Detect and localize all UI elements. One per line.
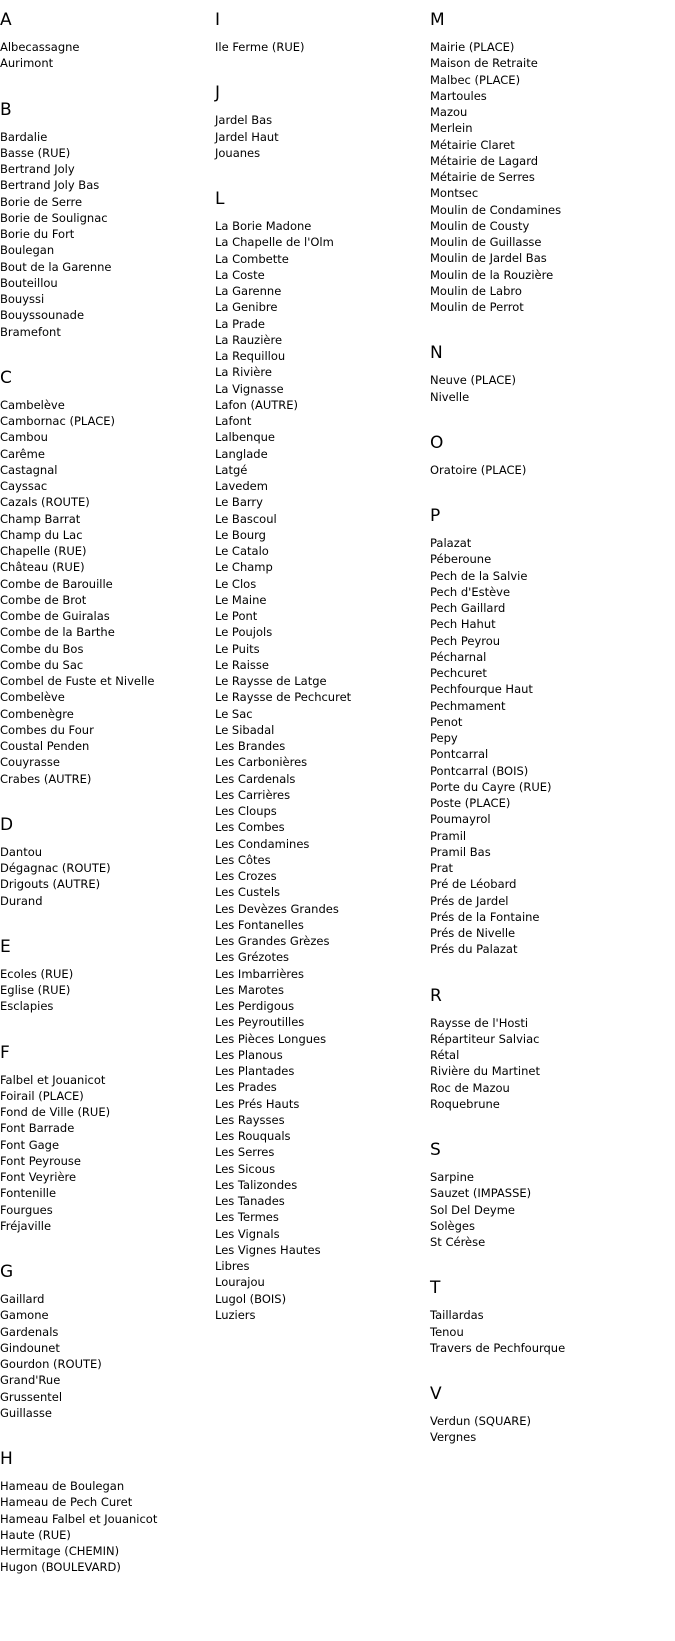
place-list-item[interactable]: Prés du Palazat bbox=[430, 942, 518, 957]
place-list-item[interactable]: Pré de Léobard bbox=[430, 877, 517, 892]
place-list-item[interactable]: Le Raisse bbox=[215, 657, 269, 672]
place-list-item[interactable]: Bertrand Joly Bas bbox=[0, 178, 100, 193]
place-list-item[interactable]: La Vignasse bbox=[215, 381, 284, 396]
place-list-item[interactable]: Les Carbonières bbox=[215, 755, 308, 770]
place-list-item[interactable]: Guillasse bbox=[0, 1405, 52, 1420]
place-list-item[interactable]: Mazou bbox=[430, 105, 468, 119]
place-list-item[interactable]: Pécharnal bbox=[430, 649, 487, 664]
place-list-item[interactable]: Grussentel bbox=[0, 1389, 63, 1404]
place-list-item[interactable]: La Prade bbox=[215, 316, 265, 331]
place-list-item[interactable]: Bardalie bbox=[0, 129, 48, 144]
place-list-item[interactable]: Les Combes bbox=[215, 820, 285, 835]
letter-section-h bbox=[0, 1449, 210, 1576]
place-list-item[interactable]: Nivelle bbox=[430, 389, 470, 404]
place-list-item[interactable]: Les Brandes bbox=[215, 739, 286, 753]
place-list-item[interactable]: Le Clos bbox=[215, 576, 257, 591]
place-list-item[interactable]: Les Prades bbox=[215, 1080, 277, 1095]
place-list-item[interactable]: Hameau Falbel et Jouanicot bbox=[0, 1511, 158, 1526]
place-list-item[interactable]: Les Côtes bbox=[215, 852, 271, 867]
place-list-item[interactable]: Aurimont bbox=[0, 56, 54, 71]
place-list bbox=[215, 112, 425, 161]
place-list-item[interactable]: Combe de Guiralas bbox=[0, 609, 110, 623]
section-letter-heading: O bbox=[430, 432, 444, 453]
section-letter-heading: F bbox=[0, 1042, 10, 1063]
place-list bbox=[215, 39, 425, 55]
place-list-item[interactable]: Combelève bbox=[0, 690, 65, 705]
place-list-item[interactable]: Jouanes bbox=[215, 145, 261, 160]
place-list-item[interactable]: Les Termes bbox=[215, 1210, 279, 1225]
section-letter-heading: I bbox=[215, 10, 221, 30]
place-list-item[interactable]: Le Raysse de Latge bbox=[215, 674, 327, 688]
place-list-item[interactable]: Roquebrune bbox=[430, 1096, 500, 1111]
place-list-item[interactable]: Boulegan bbox=[0, 243, 55, 258]
place-list-item[interactable]: Les Imbarrières bbox=[215, 966, 304, 981]
place-list-item[interactable]: Pechmament bbox=[430, 698, 506, 713]
place-list-item[interactable]: Lalbenque bbox=[215, 430, 275, 445]
place-list-item[interactable]: Les Tanades bbox=[215, 1194, 285, 1208]
section-letter-heading: L bbox=[215, 189, 225, 209]
section-letter-heading: D bbox=[0, 814, 14, 835]
place-list-item[interactable]: Pramil Bas bbox=[430, 844, 491, 859]
letter-section-a bbox=[0, 10, 210, 72]
place-list-item[interactable]: Hameau de Pech Curet bbox=[0, 1495, 133, 1510]
place-list bbox=[215, 218, 425, 1323]
letter-section-f bbox=[0, 1043, 210, 1235]
place-list-item[interactable]: Hameau de Boulegan bbox=[0, 1479, 125, 1493]
place-list-item[interactable]: Le Raysse de Pechcuret bbox=[215, 690, 352, 705]
place-list-item[interactable]: Gindounet bbox=[0, 1340, 60, 1355]
place-list-item[interactable]: Fond de Ville (RUE) bbox=[0, 1105, 111, 1119]
place-list-item[interactable]: Cambornac (PLACE) bbox=[0, 414, 115, 428]
place-list-item[interactable]: Combe du Bos bbox=[0, 641, 84, 656]
place-list-item[interactable]: Les Sicous bbox=[215, 1161, 276, 1176]
place-list-item[interactable]: Vergnes bbox=[430, 1430, 477, 1445]
place-list-item[interactable]: Montsec bbox=[430, 186, 479, 201]
place-list-item[interactable]: Fontenille bbox=[0, 1186, 57, 1201]
place-list-item[interactable]: Verdun (SQUARE) bbox=[430, 1414, 531, 1428]
place-list-item[interactable]: La Requillou bbox=[215, 349, 286, 363]
place-list-item[interactable]: Castagnal bbox=[0, 462, 58, 477]
place-list-item[interactable]: La Rauzière bbox=[215, 332, 283, 347]
place-list-item[interactable]: Grand'Rue bbox=[0, 1373, 61, 1388]
section-letter-heading: T bbox=[430, 1278, 441, 1299]
section-letter-heading: R bbox=[430, 985, 442, 1006]
place-list-item[interactable]: Les Vignes Hautes bbox=[215, 1242, 321, 1257]
place-list-item[interactable]: Champ du Lac bbox=[0, 527, 83, 542]
letter-section-n bbox=[430, 343, 640, 405]
place-list-item[interactable]: Haute (RUE) bbox=[0, 1527, 71, 1542]
place-list-item[interactable]: Les Vignals bbox=[215, 1226, 280, 1241]
place-list-item[interactable]: Bouyssi bbox=[0, 292, 45, 306]
letter-section-s bbox=[430, 1140, 640, 1250]
place-list-item[interactable]: Mairie (PLACE) bbox=[430, 40, 515, 54]
place-list-item[interactable]: Font Gage bbox=[0, 1137, 60, 1152]
place-list-item[interactable]: Combe de Barouille bbox=[0, 576, 113, 591]
section-letter-heading: N bbox=[430, 343, 443, 364]
section-letter-heading: H bbox=[0, 1449, 13, 1469]
place-list-item[interactable]: Les Pièces Longues bbox=[215, 1031, 327, 1046]
place-list-item[interactable]: Le Champ bbox=[215, 560, 273, 575]
place-list-item[interactable]: Bouyssounade bbox=[0, 308, 85, 323]
place-list-item[interactable]: Chapelle (RUE) bbox=[0, 544, 87, 558]
place-list-item[interactable]: Neuve (PLACE) bbox=[430, 373, 517, 388]
place-list-item[interactable]: Cazals (ROUTE) bbox=[0, 495, 90, 510]
place-list-item[interactable]: Métairie de Lagard bbox=[430, 153, 539, 168]
place-list-item[interactable]: La Chapelle de l'Olm bbox=[215, 235, 334, 250]
place-list bbox=[0, 1478, 210, 1576]
place-list-item[interactable]: Le Catalo bbox=[215, 544, 269, 558]
place-list-item[interactable]: Drigouts (AUTRE) bbox=[0, 877, 101, 892]
column-2 bbox=[215, 0, 425, 1351]
place-list-item[interactable]: Les Perdigous bbox=[215, 999, 295, 1013]
place-list-item[interactable]: Borie du Fort bbox=[0, 227, 75, 241]
place-list-item[interactable]: La Combette bbox=[215, 251, 289, 266]
place-list-item[interactable]: Le Poujols bbox=[215, 625, 273, 640]
place-list-item[interactable]: Tenou bbox=[430, 1324, 464, 1339]
place-list-item[interactable]: Font Barrade bbox=[0, 1121, 75, 1136]
letter-section-b bbox=[0, 100, 210, 340]
place-list-item[interactable]: Les Devèzes Grandes bbox=[215, 901, 339, 916]
place-list-item[interactable]: Dégagnac (ROUTE) bbox=[0, 861, 111, 875]
place-list-item[interactable]: Lavedem bbox=[215, 479, 268, 493]
place-list-item[interactable]: Crabes (AUTRE) bbox=[0, 771, 92, 786]
section-letter-heading: J bbox=[215, 83, 221, 104]
place-list-item[interactable]: Pepy bbox=[430, 731, 458, 745]
place-list-item[interactable]: Bout de la Garenne bbox=[0, 259, 112, 274]
place-list-item[interactable]: Pech de la Salvie bbox=[430, 568, 528, 583]
place-list-item[interactable]: Le Barry bbox=[215, 495, 263, 510]
letter-section-g bbox=[0, 1262, 210, 1421]
place-list-item[interactable]: Les Plantades bbox=[215, 1064, 295, 1078]
place-list-item[interactable]: Travers de Pechfourque bbox=[430, 1340, 566, 1355]
place-list-item[interactable]: Cambou bbox=[0, 430, 48, 445]
place-list-item[interactable]: Couyrasse bbox=[0, 755, 60, 770]
letter-section-i bbox=[215, 10, 425, 55]
place-list-item[interactable]: Font Peyrouse bbox=[0, 1153, 81, 1168]
place-list-item[interactable]: Le Sac bbox=[215, 706, 253, 721]
place-list-item[interactable]: Palazat bbox=[430, 536, 472, 550]
place-list-item[interactable]: La Rivière bbox=[215, 365, 272, 380]
place-list-item[interactable]: Prés de Nivelle bbox=[430, 926, 516, 940]
place-list-item[interactable]: Combe du Sac bbox=[0, 657, 84, 672]
place-list-item[interactable]: Les Marotes bbox=[215, 982, 284, 997]
place-list bbox=[430, 1169, 640, 1250]
place-list-item[interactable]: Les Crozes bbox=[215, 869, 277, 883]
letter-section-o bbox=[430, 433, 640, 478]
place-list-item[interactable]: Les Peyroutilles bbox=[215, 1015, 305, 1030]
place-list-item[interactable]: Langlade bbox=[215, 446, 268, 461]
place-list-item[interactable]: La Garenne bbox=[215, 284, 282, 298]
place-list-item[interactable]: Péberoune bbox=[430, 552, 492, 567]
column-1 bbox=[0, 0, 210, 1604]
place-list-item[interactable]: Pramil bbox=[430, 828, 467, 843]
place-list-item[interactable]: Foirail (PLACE) bbox=[0, 1088, 84, 1103]
place-list bbox=[0, 966, 210, 1015]
place-list-item[interactable]: Borie de Soulignac bbox=[0, 210, 108, 225]
section-letter-heading: P bbox=[430, 506, 441, 526]
place-list-item[interactable]: Libres bbox=[215, 1259, 250, 1273]
place-list bbox=[430, 535, 640, 958]
place-list-item[interactable]: Hugon (BOULEVARD) bbox=[0, 1560, 121, 1575]
letter-section-j bbox=[215, 83, 425, 161]
place-list bbox=[430, 1413, 640, 1446]
place-list-item[interactable]: Les Talizondes bbox=[215, 1177, 298, 1192]
place-list-item[interactable]: Les Cardenals bbox=[215, 771, 296, 786]
place-list bbox=[0, 1291, 210, 1421]
section-letter-heading: V bbox=[430, 1384, 442, 1404]
place-list-item[interactable]: Raysse de l'Hosti bbox=[430, 1015, 529, 1030]
place-list-item[interactable]: Cambelève bbox=[0, 397, 65, 412]
place-list-item[interactable]: Falbel et Jouanicot bbox=[0, 1072, 106, 1087]
place-list-item[interactable]: Le Puits bbox=[215, 641, 260, 656]
letter-section-m bbox=[430, 10, 640, 315]
place-list-item[interactable]: Pechcuret bbox=[430, 666, 487, 680]
place-list-item[interactable]: Bramefont bbox=[0, 324, 61, 339]
place-list bbox=[430, 1307, 640, 1356]
place-list-item[interactable]: Lafon (AUTRE) bbox=[215, 397, 299, 412]
place-list-item[interactable]: Ile Ferme (RUE) bbox=[215, 40, 305, 54]
section-letter-heading: G bbox=[0, 1262, 14, 1282]
place-list bbox=[0, 397, 210, 787]
place-list-item[interactable]: Font Veyrière bbox=[0, 1170, 77, 1184]
place-list-item[interactable]: Dantou bbox=[0, 844, 43, 859]
place-list-item[interactable]: Prés de Jardel bbox=[430, 893, 509, 908]
place-list-item[interactable]: Combel de Fuste et Nivelle bbox=[0, 674, 155, 688]
letter-section-d bbox=[0, 815, 210, 909]
place-list-item[interactable]: Les Serres bbox=[215, 1145, 275, 1160]
section-letter-heading: C bbox=[0, 367, 12, 388]
place-list-item[interactable]: Combe de la Barthe bbox=[0, 625, 115, 640]
place-list-item[interactable]: Gourdon (ROUTE) bbox=[0, 1357, 102, 1371]
letter-section-v bbox=[430, 1384, 640, 1446]
place-list-item[interactable]: Le Bascoul bbox=[215, 511, 277, 526]
place-list-item[interactable]: Les Planous bbox=[215, 1047, 283, 1062]
place-list-item[interactable]: Coustal Penden bbox=[0, 739, 90, 753]
place-list-item[interactable]: Sauzet (IMPASSE) bbox=[430, 1186, 532, 1201]
place-list-item[interactable]: Oratoire (PLACE) bbox=[430, 462, 527, 477]
letter-section-t bbox=[430, 1278, 640, 1356]
place-list bbox=[430, 39, 640, 315]
place-list-item[interactable]: Lourajou bbox=[215, 1275, 265, 1290]
place-list-item[interactable]: Eglise (RUE) bbox=[0, 983, 71, 997]
place-list-item[interactable]: Fourgues bbox=[0, 1202, 53, 1217]
place-list-item[interactable]: Château (RUE) bbox=[0, 560, 85, 575]
place-list-item[interactable]: Pech Hahut bbox=[430, 617, 496, 632]
section-letter-heading: M bbox=[430, 10, 445, 30]
place-list-item[interactable]: Moulin de Perrot bbox=[430, 300, 524, 314]
place-list-item[interactable]: Poste (PLACE) bbox=[430, 796, 511, 810]
letter-section-e bbox=[0, 937, 210, 1015]
place-list-item[interactable]: Pech d'Estève bbox=[430, 584, 511, 599]
place-list-item[interactable]: Les Fontanelles bbox=[215, 917, 304, 932]
place-list-item[interactable]: Esclapies bbox=[0, 999, 54, 1014]
place-list-item[interactable]: Les Grézotes bbox=[215, 950, 290, 965]
place-list-item[interactable]: Fréjaville bbox=[0, 1218, 52, 1233]
place-list-item[interactable]: Moulin de Cousty bbox=[430, 218, 530, 233]
place-list-item[interactable]: La Genibre bbox=[215, 300, 278, 315]
place-list bbox=[0, 844, 210, 909]
place-list-item[interactable]: Penot bbox=[430, 714, 463, 729]
place-list-item[interactable]: Basse (RUE) bbox=[0, 145, 71, 160]
place-list-item[interactable]: Moulin de Guillasse bbox=[430, 235, 542, 249]
place-list-item[interactable]: Rivière du Martinet bbox=[430, 1064, 540, 1079]
place-list-item[interactable]: Lugol (BOIS) bbox=[215, 1291, 287, 1306]
place-list-item[interactable]: Porte du Cayre (RUE) bbox=[430, 779, 552, 794]
place-list-item[interactable]: Borie de Serre bbox=[0, 194, 83, 209]
place-list-item[interactable]: Les Cloups bbox=[215, 804, 277, 818]
section-letter-heading: E bbox=[0, 936, 11, 957]
place-list-item[interactable]: Moulin de la Rouzière bbox=[430, 267, 554, 282]
place-list-item[interactable]: Le Maine bbox=[215, 592, 267, 607]
place-list-item[interactable]: Rétal bbox=[430, 1048, 460, 1062]
place-list-item[interactable]: Moulin de Labro bbox=[430, 283, 522, 298]
place-list-item[interactable]: Métairie Claret bbox=[430, 137, 515, 152]
place-list-item[interactable]: Pech Gaillard bbox=[430, 601, 506, 615]
place-list-item[interactable]: La Coste bbox=[215, 267, 265, 282]
place-list-item[interactable]: Les Grandes Grèzes bbox=[215, 934, 330, 948]
place-list-item[interactable]: Les Raysses bbox=[215, 1112, 285, 1127]
section-letter-heading: B bbox=[0, 99, 12, 120]
place-list-item[interactable]: Champ Barrat bbox=[0, 511, 81, 526]
place-list-item[interactable]: Le Sibadal bbox=[215, 722, 275, 737]
place-list bbox=[430, 372, 640, 405]
place-list-item[interactable]: La Borie Madone bbox=[215, 219, 312, 233]
place-list-item[interactable]: Les Carrières bbox=[215, 787, 291, 802]
column-3 bbox=[430, 0, 640, 1474]
place-list-item[interactable]: Pontcarral (BOIS) bbox=[430, 763, 529, 778]
place-list-item[interactable]: Pechfourque Haut bbox=[430, 682, 533, 697]
letter-section-c bbox=[0, 368, 210, 787]
place-list bbox=[430, 462, 640, 478]
place-list-item[interactable]: Pontcarral bbox=[430, 747, 489, 762]
place-list-item[interactable]: Prat bbox=[430, 861, 454, 875]
place-list-item[interactable]: Pech Peyrou bbox=[430, 633, 501, 648]
place-list-item[interactable]: Le Pont bbox=[215, 609, 258, 623]
place-list-item[interactable]: Combes du Four bbox=[0, 722, 94, 737]
place-list-item[interactable]: Latgé bbox=[215, 462, 248, 477]
place-list bbox=[0, 1072, 210, 1235]
place-list-item[interactable]: Maison de Retraite bbox=[430, 56, 538, 71]
place-list bbox=[0, 129, 210, 340]
place-list-item[interactable]: Durand bbox=[0, 893, 43, 908]
place-list-item[interactable]: Moulin de Jardel Bas bbox=[430, 251, 547, 266]
place-list-item[interactable]: Hermitage (CHEMIN) bbox=[0, 1544, 120, 1558]
place-list-item[interactable]: Sarpine bbox=[430, 1170, 474, 1184]
place-list-item[interactable]: Métairie de Serres bbox=[430, 170, 535, 184]
place-list-item[interactable]: Prés de la Fontaine bbox=[430, 909, 540, 924]
place-list-item[interactable]: Gaillard bbox=[0, 1292, 45, 1306]
place-list-item[interactable]: Jardel Haut bbox=[215, 129, 279, 144]
place-list-item[interactable]: St Cérèse bbox=[430, 1235, 486, 1249]
place-list-item[interactable]: Albecassagne bbox=[0, 40, 80, 54]
place-list-item[interactable]: Ecoles (RUE) bbox=[0, 966, 74, 981]
place-list-item[interactable]: Luziers bbox=[215, 1307, 256, 1322]
place-list-item[interactable]: Les Rouquals bbox=[215, 1129, 291, 1143]
place-list-item[interactable]: Combe de Brot bbox=[0, 592, 87, 607]
place-list-item[interactable]: Cayssac bbox=[0, 479, 48, 493]
place-list bbox=[430, 1015, 640, 1113]
place-list-item[interactable]: Sol Del Deyme bbox=[430, 1202, 515, 1217]
section-letter-heading: S bbox=[430, 1140, 441, 1160]
place-list-item[interactable]: Jardel Bas bbox=[215, 113, 273, 128]
place-list-item[interactable]: Roc de Mazou bbox=[430, 1080, 510, 1095]
place-list-item[interactable]: Martoules bbox=[430, 88, 487, 103]
place-list-item[interactable]: Carême bbox=[0, 446, 45, 461]
place-list-item[interactable]: Moulin de Condamines bbox=[430, 202, 562, 217]
place-list-item[interactable]: Gardenals bbox=[0, 1324, 59, 1339]
letter-section-r bbox=[430, 986, 640, 1113]
place-list-item[interactable]: Les Condamines bbox=[215, 836, 310, 851]
place-list-item[interactable]: Lafont bbox=[215, 414, 252, 428]
place-list-item[interactable]: Combenègre bbox=[0, 706, 74, 721]
letter-section-p bbox=[430, 506, 640, 958]
letter-section-l bbox=[215, 189, 425, 1323]
place-list-item[interactable]: Le Bourg bbox=[215, 527, 266, 542]
place-list-item[interactable]: Gamone bbox=[0, 1308, 49, 1323]
place-list-item[interactable]: Solèges bbox=[430, 1218, 475, 1233]
place-list bbox=[0, 39, 210, 72]
section-letter-heading: A bbox=[0, 10, 12, 30]
place-list-item[interactable]: Les Prés Hauts bbox=[215, 1096, 300, 1111]
place-list-item[interactable]: Répartiteur Salviac bbox=[430, 1031, 540, 1046]
place-list-item[interactable]: Bouteillou bbox=[0, 275, 58, 290]
place-list-item[interactable]: Taillardas bbox=[430, 1308, 484, 1323]
place-list-item[interactable]: Malbec (PLACE) bbox=[430, 72, 521, 87]
place-list-item[interactable]: Merlein bbox=[430, 121, 473, 136]
place-list-item[interactable]: Les Custels bbox=[215, 885, 281, 900]
place-list-item[interactable]: Poumayrol bbox=[430, 812, 491, 827]
place-list-item[interactable]: Bertrand Joly bbox=[0, 162, 75, 176]
